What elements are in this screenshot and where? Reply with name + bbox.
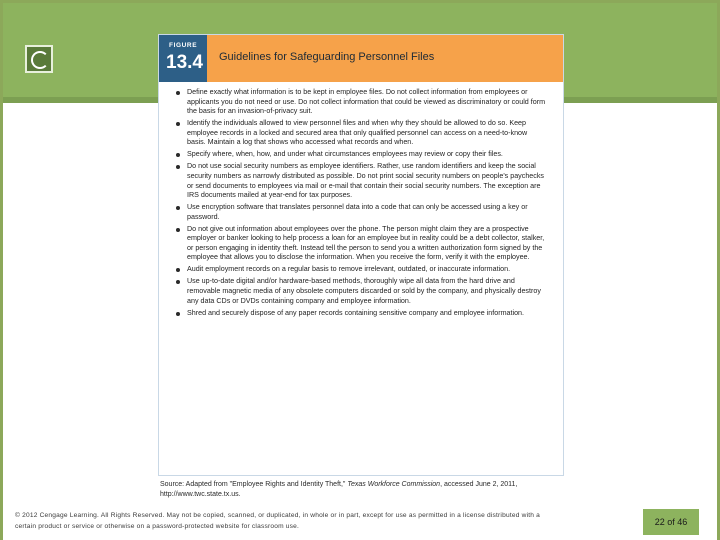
bullet-icon bbox=[176, 122, 180, 126]
guideline-item: Shred and securely dispose of any paper records containing sensitive company and employee information. bbox=[175, 309, 545, 319]
bullet-icon bbox=[176, 206, 180, 210]
figure-title: Guidelines for Safeguarding Personnel Files bbox=[219, 51, 435, 63]
guideline-item: Do not use social security numbers as employee identifiers. Rather, use random identifiers and keep the social security numbers as narrowly distributed as possible. Do not print social security numbers on people's paychecks or send documents to employees via mail or e-mail that contain their social security numbers. The exception are IRS documents mailed at year-end for tax purposes. bbox=[175, 162, 545, 200]
page-number-badge: 22 of 46 bbox=[643, 509, 699, 535]
figure-word: FIGURE bbox=[169, 42, 198, 49]
figure-label-box bbox=[159, 35, 207, 82]
guideline-item: Do not give out information about employees over the phone. The person might claim they are a prospective employer or banker looking to help process a loan for an employee but in reality could be a debt collector, stalker, or person engaging in identity theft. Instead tell the person to send you a written authorization form signed by the employee that allows you to disclose the information. When you receive the form, verify it with the employee. bbox=[175, 225, 545, 263]
guideline-item: Use up-to-date digital and/or hardware-based methods, thoroughly wipe all data from the hard drive and removable magnetic media of any obsolete computers discarded or sold by the company, and physically destroy any data CDs or DVDs containing company and employee information. bbox=[175, 277, 545, 306]
slide-logo bbox=[25, 45, 53, 73]
figure-panel bbox=[158, 34, 564, 476]
bullet-icon bbox=[176, 228, 180, 232]
guideline-list bbox=[159, 82, 563, 318]
figure-header bbox=[159, 35, 563, 82]
source-prefix: Source: Adapted from "Employee Rights and Identity Theft," bbox=[160, 481, 348, 488]
guideline-item: Audit employment records on a regular basis to remove irrelevant, outdated, or inaccurate information. bbox=[175, 265, 545, 275]
bullet-icon bbox=[176, 91, 180, 95]
guideline-item: Use encryption software that translates personnel data into a code that can only be accessed using a key or password. bbox=[175, 203, 545, 222]
copyright-notice: © 2012 Cengage Learning. All Rights Reserved. May not be copied, scanned, or duplicated, in whole or in part, except for use as permitted in a license distributed with a certain product or service or otherwise on a password-protected website for classroom use. bbox=[15, 512, 541, 530]
guideline-item: Specify where, when, how, and under what circumstances employees may review or copy their files. bbox=[175, 150, 545, 160]
bullet-icon bbox=[176, 268, 180, 272]
figure-body bbox=[159, 82, 563, 475]
circle-logo-icon bbox=[31, 51, 49, 69]
bullet-icon bbox=[176, 312, 180, 316]
figure-source bbox=[160, 480, 560, 499]
guideline-item: Define exactly what information is to be kept in employee files. Do not collect information from employees or applicants you do not need or use. Do not collect information that could be viewed as discriminatory or could form the basis for an invasion-of-privacy suit. bbox=[175, 88, 545, 117]
source-suffix: , accessed June 2, 2011, http://www.twc.state.tx.us. bbox=[160, 481, 518, 498]
bullet-icon bbox=[176, 280, 180, 284]
bullet-icon bbox=[176, 165, 180, 169]
figure-number: 13.4 bbox=[166, 52, 203, 73]
source-publisher: Texas Workforce Commission bbox=[347, 481, 441, 488]
guideline-item: Identify the individuals allowed to view personnel files and when why they should be allowed to do so. Keep employee records in a locked and secured area that only qualified personnel can access on a need-to-know basis. Maintain a log that shows who accessed what records and when. bbox=[175, 119, 545, 148]
bullet-icon bbox=[176, 153, 180, 157]
